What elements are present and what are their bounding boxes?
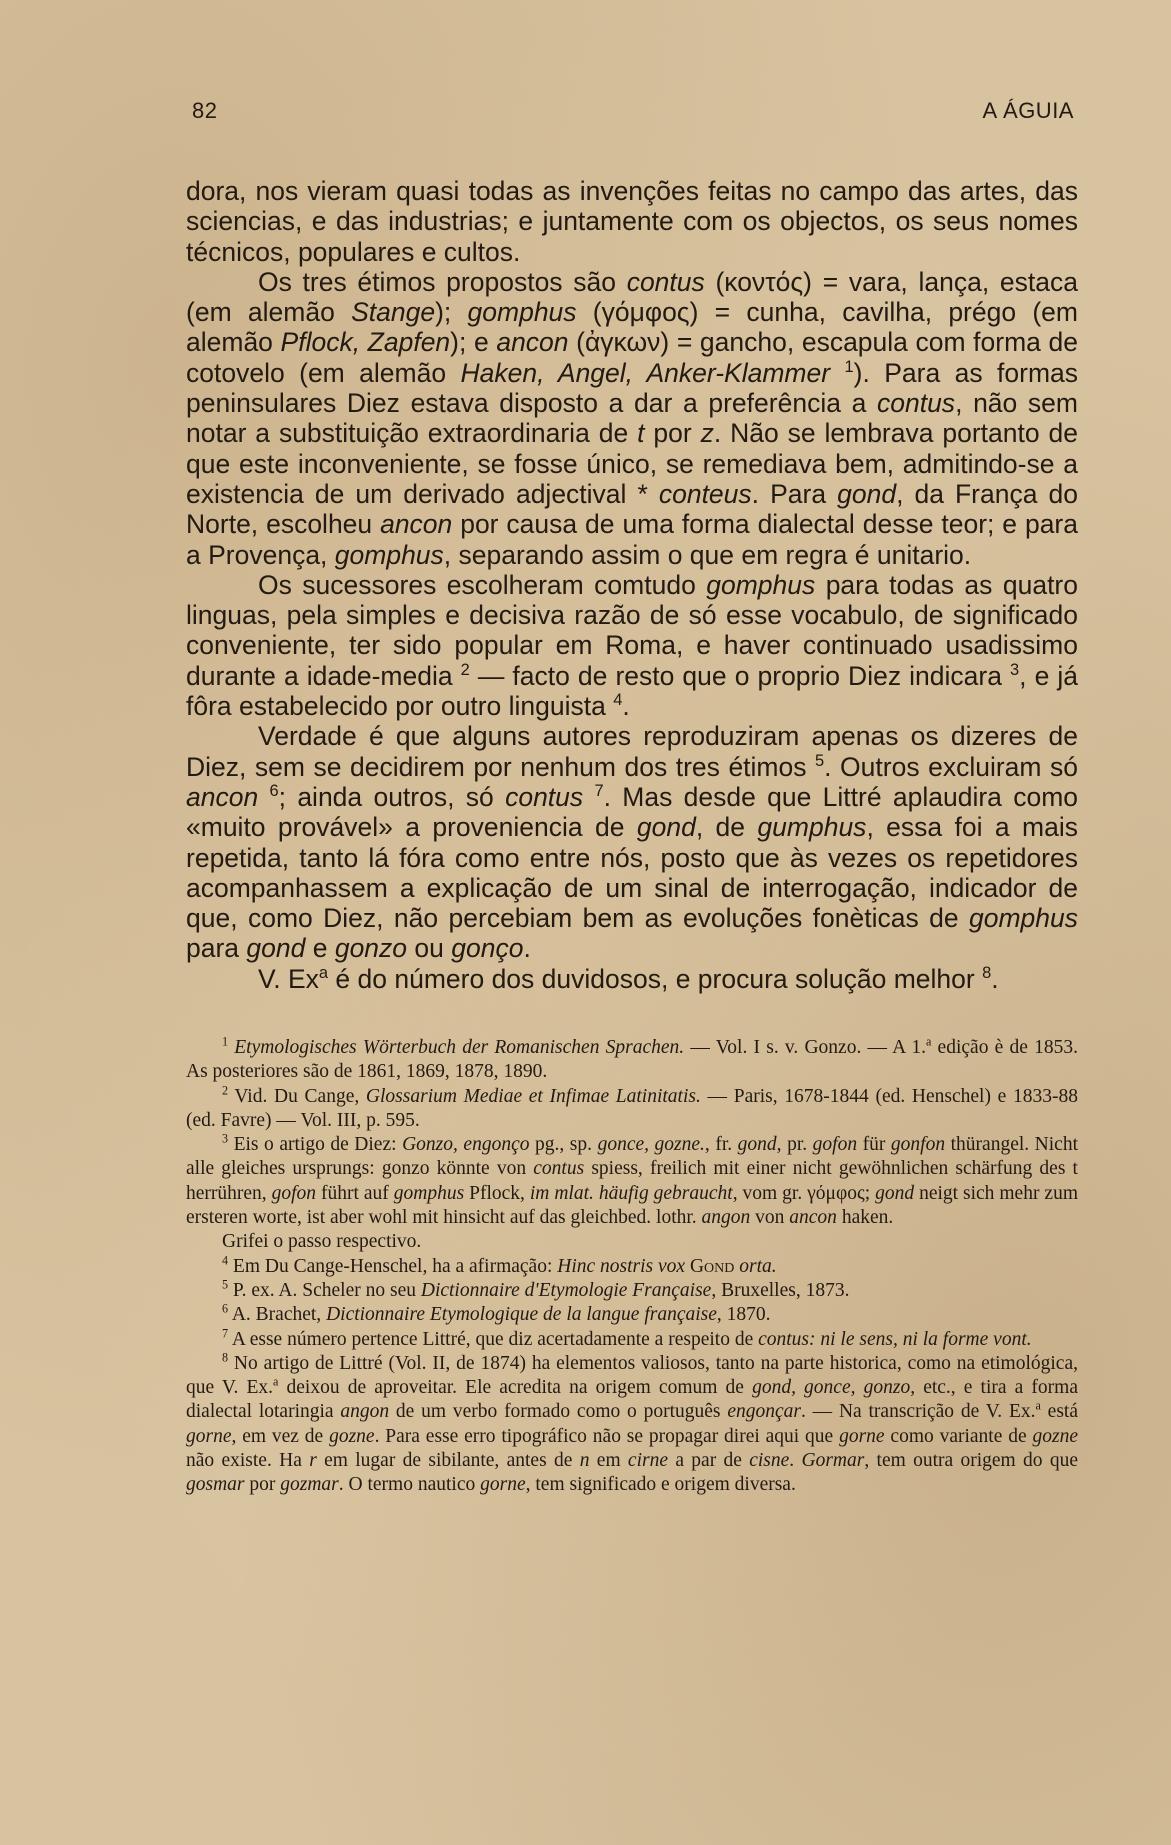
italic-text: Hinc nostris vox [557, 1255, 686, 1277]
italic-text: contus [505, 781, 584, 812]
text-run: (κοντός) = vara, lança, estaca (em alemão [186, 266, 1078, 328]
italic-text: ancon [186, 781, 259, 812]
text-run: . O termo nautico [338, 1474, 481, 1496]
text-run: . Outros excluiram só [824, 751, 1078, 782]
reference-mark: 3 [222, 1131, 229, 1146]
italic-text: gorne [186, 1425, 232, 1447]
paragraph [186, 267, 1078, 570]
italic-text: r [309, 1450, 317, 1472]
text-run: für [857, 1134, 891, 1156]
reference-mark: 5 [815, 751, 825, 770]
text-run: — Vol. I s. v. Gonzo. — A 1. [684, 1037, 926, 1058]
italic-text: orta. [739, 1255, 777, 1277]
text-run: ); [435, 297, 468, 328]
text-run: — Paris, 1678-1844 (ed. Henschel) e 1833-88 (ed. Favre) — Vol. III, p. 595. [186, 1085, 1078, 1131]
reference-mark: 8 [222, 1350, 229, 1365]
reference-mark: 6 [269, 782, 279, 801]
italic-text: gomphus [334, 539, 444, 570]
italic-text: gomphus [706, 569, 816, 600]
text-run: . Não se lembrava portanto de que este inconveniente, se fosse único, se remediava bem, admitindo-se a existencia de um derivado adjectival * [186, 418, 1078, 509]
italic-text: gond [246, 933, 306, 964]
running-header [192, 98, 1074, 124]
italic-text: gonzo [334, 933, 408, 964]
text-run: . [789, 1450, 802, 1472]
text-run: , 1870. [716, 1304, 771, 1326]
italic-text: angon [701, 1207, 751, 1229]
reference-mark: 7 [594, 782, 604, 801]
footnotes [186, 1036, 1078, 1498]
text-run: führt auf [316, 1182, 394, 1204]
italic-text: gond [875, 1182, 915, 1204]
footnote [186, 1255, 1078, 1279]
text-run [258, 782, 269, 812]
paragraph [186, 964, 1078, 994]
text-run: a par de [668, 1450, 750, 1472]
text-run: Verdade é que alguns autores reproduziram apenas os dizeres de Diez, sem se decidirem por nenhum dos tres étimos [186, 721, 1078, 782]
italic-text: gond [737, 1134, 777, 1156]
italic-text: gonço [451, 933, 524, 964]
text-run: Grifei o passo respectivo. [222, 1231, 422, 1253]
italic-text: Stange [351, 297, 436, 328]
text-run: thürangel. Nicht alle gleiches ursprungs: gonzo könnte von [186, 1134, 1079, 1180]
text-run: . — Na transcrição de V. Ex. [800, 1401, 1036, 1423]
italic-text: gond [837, 478, 897, 509]
italic-text: gomphus [968, 903, 1078, 934]
footnote [186, 1036, 1078, 1085]
reference-mark: 5 [222, 1277, 229, 1292]
italic-text: gozne [329, 1425, 375, 1447]
running-title: A ÁGUIA [982, 98, 1074, 123]
italic-text: Dictionnaire Etymologique de la langue française [326, 1304, 717, 1326]
text-run: ou [407, 933, 452, 964]
text-run: . [523, 933, 531, 964]
text-run: , vom gr. γόμφος; [732, 1182, 876, 1204]
text-run: . Mas desde que Littré aplaudira como «muito provável» a proveniencia de [186, 781, 1079, 843]
text-run: , Bruxelles, 1873. [711, 1279, 850, 1301]
text-run: deixou de aproveitar. Ele acredita na origem comum de [278, 1377, 753, 1399]
footnote [186, 1279, 1078, 1303]
italic-text: t [637, 418, 645, 449]
text-run: . Para [751, 478, 838, 509]
text-run: e [305, 933, 335, 964]
italic-text: Pflock, Zapfen [280, 327, 451, 358]
text-run: , não sem notar a substituição extraordinaria de [186, 388, 1078, 449]
text-run: em lugar de sibilante, antes de [316, 1450, 580, 1472]
italic-text: gozne [1032, 1425, 1078, 1447]
text-run: , essa foi a mais repetida, tanto lá fóra como entre nós, posto que às vezes os repetidores acompanhassem a explicação de um sinal de interrogação, indicador de que, como Diez, não percebiam bem as evoluções fonèticas de [186, 812, 1078, 934]
text-run: ). Para as formas peninsulares Diez estava disposto a dar a preferência a [186, 357, 1079, 419]
footnote [186, 1133, 1078, 1230]
footnote [186, 1085, 1078, 1134]
reference-mark: 4 [613, 691, 623, 710]
text-run [583, 782, 594, 812]
text-run: , tem outra origem do que [864, 1450, 1078, 1472]
paragraph [186, 721, 1078, 963]
italic-text: Gormar [801, 1450, 865, 1472]
reference-mark: 2 [222, 1083, 229, 1098]
text-run: Pflock, [464, 1182, 530, 1204]
text-run: , e já fôra estabelecido por outro linguista [186, 660, 1078, 722]
text-run: (ἀγκων) = gancho, escapula com forma de cotovelo (em alemão [186, 327, 1079, 388]
italic-text: Gonzo, engonço [402, 1134, 530, 1156]
footnote [186, 1230, 1078, 1254]
text-run: . Para esse erro tipográfico não se propagar direi aqui que [374, 1425, 840, 1447]
text-run: haken. [836, 1207, 894, 1229]
italic-text: Glossarium Mediae et Infimae Latinitatis. [365, 1085, 701, 1107]
reference-mark: a [273, 1374, 279, 1389]
text-run: — facto de resto que o proprio Diez indicara [469, 660, 1010, 691]
italic-text: im mlat. häufig gebraucht [529, 1182, 733, 1204]
reference-mark: 1 [844, 357, 854, 376]
reference-mark: 8 [982, 963, 992, 982]
text-run: , tem significado e origem diversa. [525, 1474, 796, 1496]
text-run: No artigo de Littré (Vol. II, de 1874) ha elementos valiosos, tanto na parte historica, como na etimológica, que V. Ex. [186, 1352, 1078, 1399]
reference-mark: 6 [222, 1301, 229, 1316]
italic-text: Dictionnaire d'Etymologie Française [420, 1279, 712, 1301]
reference-mark: 4 [222, 1253, 229, 1268]
italic-text: gofon [271, 1182, 317, 1204]
footnote [186, 1328, 1078, 1352]
text-run: , separando assim o que em regra é unitario. [443, 539, 972, 570]
italic-text: contus: ni le sens, ni la forme vont. [758, 1328, 1032, 1350]
text-run: , da França do Norte, escolheu [186, 478, 1078, 540]
text-run: está [1040, 1401, 1078, 1423]
italic-text: gond, gonce, gonzo, [752, 1377, 916, 1399]
text-run: A esse número pertence Littré, que diz acertadamente a respeito de [228, 1328, 759, 1350]
italic-text: Haken, Angel, Anker-Klammer [460, 357, 831, 388]
text-run: ); e [450, 327, 497, 358]
text-run: neigt sich mehr zum ersteren worte, ist aber wohl mit hinsicht auf das gleichbed. lothr. [186, 1182, 1078, 1229]
italic-text: gonce, gozne. [597, 1134, 705, 1156]
text-run: Os sucessores escolheram comtudo [258, 569, 707, 600]
reference-mark: 7 [222, 1326, 229, 1341]
text-run: Gond [689, 1255, 735, 1277]
italic-text: conteus [658, 478, 752, 509]
text-run: em [589, 1450, 628, 1472]
italic-text: angon [340, 1401, 390, 1423]
text-run: spiess, freilich mit einer nicht gewöhnlichen schärfung des t herrühren, [186, 1158, 1078, 1204]
italic-text: gonfon [890, 1134, 946, 1156]
italic-text: ancon [789, 1207, 837, 1229]
italic-text: contus [876, 388, 956, 419]
italic-text: cirne [627, 1450, 668, 1472]
italic-text: gond [636, 812, 696, 843]
text-run: Eis o artigo de Diez: [228, 1134, 403, 1156]
text-run: de um verbo formado como o português [389, 1401, 728, 1423]
text-run: edição è de 1853. As posteriores são de 1861, 1869, 1878, 1890. [186, 1037, 1078, 1083]
italic-text: engonçar [727, 1401, 801, 1423]
text-run: Vid. Du Cange, [228, 1085, 366, 1107]
footnote [186, 1303, 1078, 1327]
text-run: A. Brachet, [228, 1304, 327, 1326]
italic-text: gorne [480, 1474, 526, 1496]
italic-text: gosmar [186, 1474, 245, 1496]
italic-text: Etymologisches Wörterbuch der Romanischen Sprachen. [234, 1037, 685, 1058]
italic-text: z [700, 418, 714, 449]
italic-text: n [579, 1450, 590, 1472]
reference-mark: 3 [1010, 660, 1020, 679]
reference-mark: a [318, 963, 329, 982]
italic-text: gofon [812, 1134, 858, 1156]
italic-text: gumphus [757, 812, 867, 843]
text-run: dora, nos vieram quasi todas as invenções feitas no campo das artes, das sciencias, e das industrias; e juntamente com os objectos, os seus nomes técnicos, populares e cultos. [186, 176, 1078, 267]
text-run: pg., sp. [529, 1134, 598, 1156]
page-number: 82 [192, 98, 218, 123]
italic-text: ancon [496, 327, 569, 358]
text-run: como variante de [884, 1425, 1033, 1447]
italic-text: gomphus [393, 1182, 465, 1204]
text-run: Os tres étimos propostos são [258, 266, 627, 297]
text-run: para todas as quatro linguas, pela simples e decisiva razão de só esse vocabulo, de significado conveniente, ter sido popular em Roma, e haver continuado usadissimo durante a idade-media [186, 569, 1078, 691]
italic-text: gozmar [280, 1474, 339, 1496]
main-text [186, 176, 1078, 994]
italic-text: gomphus [467, 297, 577, 328]
footnote [186, 1352, 1078, 1498]
text-run: . [622, 691, 630, 722]
text-run: , em vez de [231, 1425, 330, 1447]
italic-text: gorne [839, 1425, 885, 1447]
paragraph [186, 176, 1078, 267]
italic-text: cisne [749, 1450, 790, 1472]
text-run [830, 358, 844, 388]
text-run: (γόμφος) = cunha, cavilha, prégo (em alemão [186, 297, 1078, 358]
text-run: etc., e tira a forma dialectal lotaringia [186, 1377, 1078, 1423]
text-run: não existe. Ha [186, 1450, 310, 1472]
reference-mark: 1 [222, 1034, 229, 1049]
text-run: por [244, 1474, 281, 1496]
text-run: é do número dos duvidosos, e procura solução melhor [328, 963, 983, 994]
text-run: V. Ex [258, 963, 319, 994]
text-run: ; ainda outros, só [278, 781, 506, 812]
paragraph [186, 570, 1078, 721]
reference-mark: a [925, 1034, 932, 1049]
text-run: , pr. [776, 1134, 813, 1156]
text-run: Em Du Cange-Henschel, ha a afirmação: [228, 1255, 558, 1277]
text-run: , de [695, 812, 758, 843]
italic-text: ancon [380, 509, 453, 540]
reference-mark: a [1035, 1398, 1041, 1413]
italic-text: contus [626, 266, 705, 297]
text-run: por [644, 418, 701, 449]
text-run: , fr. [704, 1134, 738, 1156]
text-run: von [750, 1207, 790, 1229]
text-run: por causa de uma forma dialectal desse teor; e para a Provença, [186, 509, 1078, 570]
italic-text: contus [533, 1158, 585, 1180]
text-run: P. ex. A. Scheler no seu [228, 1279, 421, 1301]
text-run: para [186, 933, 247, 964]
reference-mark: 2 [460, 660, 470, 679]
text-run: . [991, 963, 999, 994]
